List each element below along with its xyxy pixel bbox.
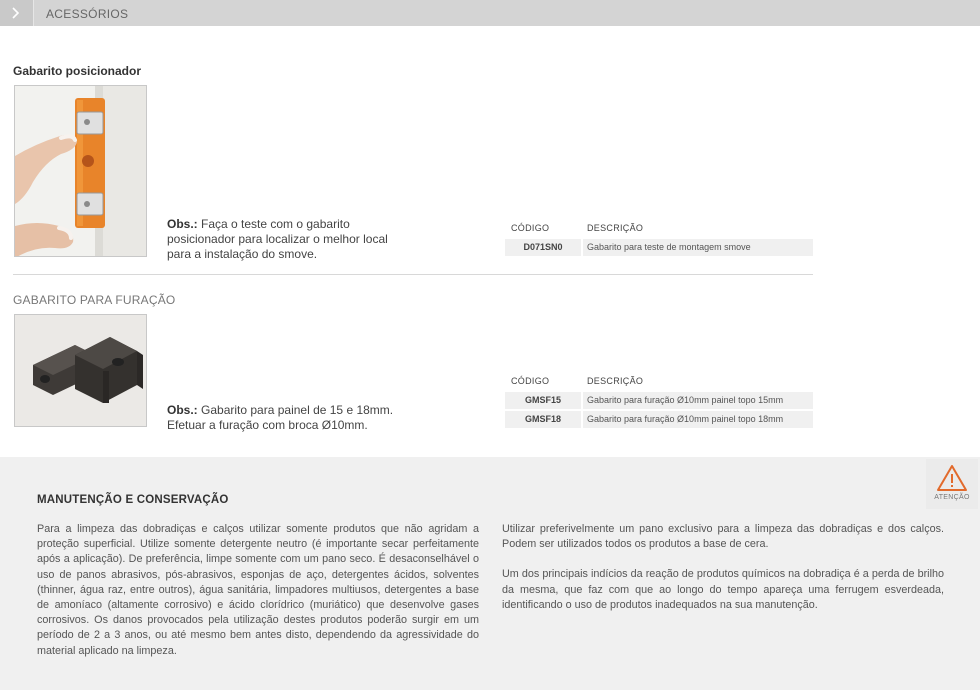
product-code: GMSF15	[524, 395, 561, 405]
table-row	[505, 239, 813, 256]
table-row	[505, 411, 813, 428]
product-code: GMSF18	[524, 414, 561, 424]
obs-text: Gabarito para painel de 15 e 18mm. Efetuar a furação com broca Ø10mm.	[167, 403, 394, 432]
column-header-codigo: CÓDIGO	[511, 376, 550, 386]
warning-triangle-icon	[936, 464, 968, 492]
product-table-posicionador	[505, 223, 813, 256]
gabarito-posicionador-photo	[14, 85, 147, 257]
maintenance-title: MANUTENÇÃO E CONSERVAÇÃO	[37, 494, 229, 506]
warning-label: ATENÇÃO	[934, 494, 970, 501]
product-table-furacao	[505, 376, 813, 428]
table-row	[505, 392, 813, 409]
column-header-codigo: CÓDIGO	[511, 223, 550, 233]
maintenance-paragraph: Um dos principais indícios da reação de produtos químicos na dobradiça é a perda de brilho da mesma, que faz com que ao longo do tempo apareça uma ferrugem esverdeada, identificando o uso de produtos inadequados na sua manutenção.	[502, 568, 944, 611]
warning-badge	[926, 459, 978, 509]
chevron-right-icon	[0, 0, 34, 26]
section-divider	[13, 274, 813, 275]
maintenance-panel	[0, 457, 980, 690]
table-header	[505, 376, 813, 390]
obs-gabarito-furacao	[167, 403, 427, 433]
section-header-bar	[0, 0, 980, 26]
product-code: D071SN0	[523, 242, 563, 252]
product-description: Gabarito para furação Ø10mm painel topo 15mm	[587, 395, 784, 405]
maintenance-paragraph: Utilizar preferivelmente um pano exclusivo para a limpeza das dobradiças e dos calços. Podem ser utilizados todos os produtos a base de cera.	[502, 523, 944, 551]
maintenance-text-left: Para a limpeza das dobradiças e calços utilizar somente produtos que não agridam a proteção superficial. Utilize somente detergente neutro (é importante secar perfeitamente após a aplicação). De preferência, limpe somente com um pano seco. É desaconselhável o uso de panos abrasivos, pós-abrasivos, esponjas de aço, detergentes ácidos, solventes (thinner, água raz, entre outros), água sanitária, limpadores multiusos, detergentes a base de amoníaco (altamente corrosivo) e ácido clorídrico (muriático) que desenvolve gases corrosivos. Os danos provocados pela utilização destes produtos poderão surgir em um período de 2 a 3 anos, ou até mesmo bem antes disto, dependendo da agressividade do material aplicado na limpeza.	[37, 523, 479, 657]
obs-text: Faça o teste com o gabarito posicionador para localizar o melhor local para a instalação do smove.	[167, 217, 388, 261]
obs-label: Obs.:	[167, 403, 198, 417]
gabarito-furacao-photo	[14, 314, 147, 427]
column-header-descricao: DESCRIÇÃO	[587, 376, 644, 386]
obs-label: Obs.:	[167, 217, 198, 231]
product-description: Gabarito para furação Ø10mm painel topo 18mm	[587, 414, 784, 424]
obs-gabarito-posicionador	[167, 217, 397, 262]
section-title-gabarito-furacao: GABARITO PARA FURAÇÃO	[13, 293, 176, 307]
section-title-gabarito-posicionador: Gabarito posicionador	[13, 64, 142, 78]
product-description: Gabarito para teste de montagem smove	[587, 242, 751, 252]
maintenance-text-right	[502, 522, 944, 628]
table-header	[505, 223, 813, 237]
page-title: ACESSÓRIOS	[46, 7, 129, 21]
column-header-descricao: DESCRIÇÃO	[587, 223, 644, 233]
